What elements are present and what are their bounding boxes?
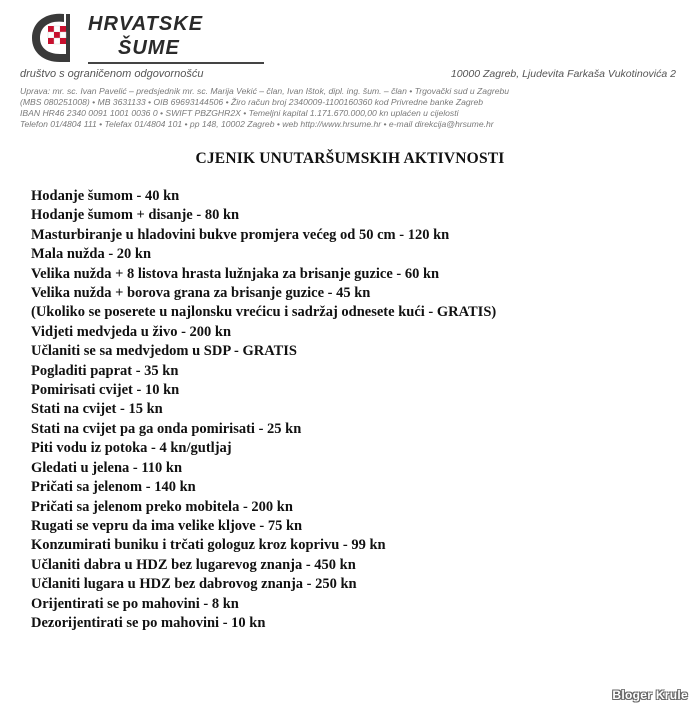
logo-text-sume: ŠUME xyxy=(118,37,180,59)
price-list-item: Dezorijentirati se po mahovini - 10 kn xyxy=(31,614,266,631)
price-list-item: Pričati sa jelenom preko mobitela - 200 kn xyxy=(31,498,293,515)
price-list-item: (Ukoliko se poserete u najlonsku vrećicu i sadržaj odnesete kući - GRATIS) xyxy=(31,304,497,321)
price-list-item: Mala nužda - 20 kn xyxy=(31,246,152,263)
letterhead xyxy=(0,0,700,150)
price-list-item: Učlaniti se sa medvjedom u SDP - GRATIS xyxy=(31,343,297,360)
price-list-item: Učlaniti dabra u HDZ bez lugarevog znanja - 450 kn xyxy=(31,556,356,573)
price-list-item: Rugati se vepru da ima velike kljove - 75 kn xyxy=(31,517,303,534)
price-list-item: Učlaniti lugara u HDZ bez dabrovog znanja - 250 kn xyxy=(31,576,357,593)
company-address: 10000 Zagreb, Ljudevita Farkaša Vukotinovića 2 xyxy=(450,68,676,80)
price-list-item: Velika nužda + borova grana za brisanje guzice - 45 kn xyxy=(31,285,371,302)
info-line: (MBS 080251008) • MB 3631133 • OIB 69693144506 • Žiro račun broj 2340009-1100160360 kod Privredne banke Zagreb xyxy=(20,97,484,107)
logo-emblem-icon xyxy=(26,8,88,66)
price-list-item: Stati na cvijet - 15 kn xyxy=(31,401,163,418)
price-list-item: Hodanje šumom - 40 kn xyxy=(31,188,180,204)
price-list-item: Pogladiti paprat - 35 kn xyxy=(31,362,179,379)
price-list-item: Piti vodu iz potoka - 4 kn/gutljaj xyxy=(31,440,232,457)
watermark: Bloger Krule xyxy=(612,688,688,702)
info-line: IBAN HR46 2340 0091 1001 0036 0 • SWIFT PBZGHR2X • Temeljni kapital 1.171.670.000,00 kn uplaćen u cijelosti xyxy=(20,108,459,118)
price-list-item: Gledati u jelena - 110 kn xyxy=(31,459,183,476)
document-title: CJENIK UNUTARŠUMSKIH AKTIVNOSTI xyxy=(195,150,505,167)
company-subtitle: društvo s ograničenom odgovornošću xyxy=(20,68,204,80)
price-list-item: Velika nužda + 8 listova hrasta lužnjaka za brisanje guzice - 60 kn xyxy=(31,265,440,282)
company-logo xyxy=(26,8,266,68)
info-line: Telefon 01/4804 111 • Telefax 01/4804 101 • pp 148, 10002 Zagreb • web http://www.hrsume.hr • e-mail direkcija@hrsume.hr xyxy=(20,119,494,129)
price-list-item: Masturbiranje u hladovini bukve promjera većeg od 50 cm - 120 kn xyxy=(31,226,450,243)
price-list-item: Pričati sa jelenom - 140 kn xyxy=(31,479,196,496)
price-list-item: Konzumirati buniku i trčati gologuz kroz koprivu - 99 kn xyxy=(31,537,386,554)
info-line: Uprava: mr. sc. Ivan Pavelić – predsjednik mr. sc. Marija Vekić – član, Ivan Ištok, dipl. ing. šum. – član • Trgovački sud u Zagrebu xyxy=(20,86,510,96)
price-list xyxy=(31,187,496,633)
price-list-item: Hodanje šumom + disanje - 80 kn xyxy=(31,207,240,224)
price-list-item: Stati na cvijet pa ga onda pomirisati - 25 kn xyxy=(31,420,302,437)
price-list-item: Vidjeti medvjeda u živo - 200 kn xyxy=(31,323,232,340)
price-list-item: Orijentirati se po mahovini - 8 kn xyxy=(31,595,239,612)
logo-underline xyxy=(88,62,264,64)
price-list-item: Pomirisati cvijet - 10 kn xyxy=(31,382,180,399)
logo-text-hrvatske: HRVATSKE xyxy=(88,13,204,35)
company-info-block xyxy=(20,86,684,130)
